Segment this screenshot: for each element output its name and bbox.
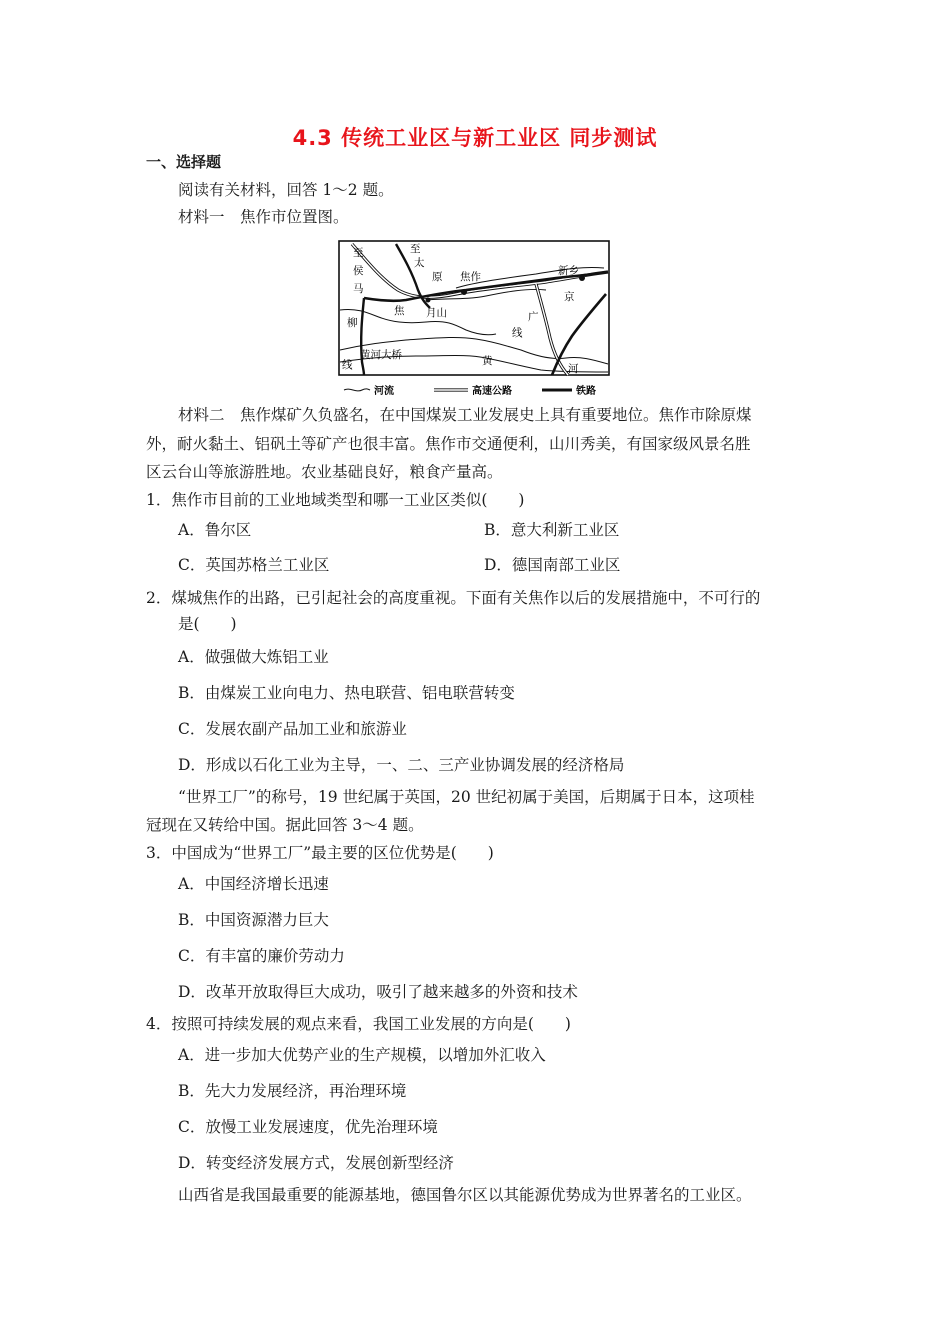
q3-stem: 3．中国成为“世界工厂”最主要的区位优势是( ) [146, 844, 494, 862]
q3-option-c[interactable]: C．有丰富的廉价劳动力 [178, 947, 345, 965]
section-heading: 一、选择题 [146, 153, 222, 171]
q2-option-a[interactable]: A．做强做大炼铝工业 [178, 648, 329, 666]
q1-option-d[interactable]: D．德国南部工业区 [484, 556, 621, 574]
map-label-guang: 广 [528, 311, 539, 323]
q1-option-b[interactable]: B．意大利新工业区 [484, 521, 620, 539]
map-label-hou: 侯 [353, 265, 364, 277]
jiaozuo-location-map [336, 238, 612, 398]
material-2-line-3: 区云台山等旅游胜地。农业基础良好，粮食产量高。 [146, 463, 503, 481]
map-label-bridge: 黄河大桥 [360, 349, 402, 361]
map-label-liu: 柳 [347, 317, 358, 329]
q1-option-a[interactable]: A．鲁尔区 [178, 521, 252, 539]
material-1-caption: 材料一 焦作市位置图。 [178, 208, 349, 226]
q2-stem-line-1: 2．煤城焦作的出路，已引起社会的高度重视。下面有关焦作以后的发展措施中，不可行的 [146, 589, 761, 607]
legend-river-label: 河流 [374, 386, 394, 397]
intro-q1-2: 阅读有关材料，回答 1～2 题。 [178, 181, 394, 199]
material-2-line-1: 材料二 焦作煤矿久负盛名，在中国煤炭工业发展史上具有重要地位。焦作市除原煤 [178, 406, 752, 424]
q3-option-d[interactable]: D．改革开放取得巨大成功，吸引了越来越多的外资和技术 [178, 983, 578, 1001]
q2-option-d[interactable]: D．形成以石化工业为主导，一、二、三产业协调发展的经济格局 [178, 756, 625, 774]
q4-option-d[interactable]: D．转变经济发展方式，发展创新型经济 [178, 1154, 454, 1172]
q4-option-a[interactable]: A．进一步加大优势产业的生产规模，以增加外汇收入 [178, 1046, 546, 1064]
q4-stem: 4．按照可持续发展的观点来看，我国工业发展的方向是( ) [146, 1015, 571, 1033]
jiaozuo-city-marker [461, 289, 467, 295]
map-label-jiaozuo: 焦作 [460, 271, 481, 283]
map-label-ma: 马 [353, 283, 364, 295]
q3-option-a[interactable]: A．中国经济增长迅速 [178, 875, 329, 893]
map-label-he: 河 [568, 363, 579, 375]
map-label-zhi2: 至 [410, 243, 421, 255]
map-label-yueshan: 月山 [426, 307, 447, 319]
map-label-yuan: 原 [432, 271, 443, 283]
intro-q3-4-line-1: “世界工厂”的称号，19 世纪属于英国，20 世纪初属于美国，后期属于日本，这项桂 [178, 788, 755, 806]
legend-railway-label: 铁路 [576, 386, 596, 397]
map-label-jing: 京 [564, 291, 575, 303]
yueshan-marker [426, 298, 431, 303]
map-label-zhi1: 至 [353, 247, 364, 259]
map-label-jiao: 焦 [394, 305, 405, 317]
legend-river-symbol [344, 389, 370, 391]
legend-highway-label: 高速公路 [472, 386, 512, 397]
xinxiang-city-marker [579, 275, 585, 281]
map-label-xinxiang: 新乡 [558, 265, 579, 277]
q4-option-c[interactable]: C．放慢工业发展速度，优先治理环境 [178, 1118, 438, 1136]
intro-q3-4-line-2: 冠现在又转给中国。据此回答 3～4 题。 [146, 816, 424, 834]
page-title: 4.3 传统工业区与新工业区 同步测试 [292, 126, 658, 150]
map-label-xian-mid: 线 [512, 327, 523, 339]
map-label-tai: 太 [414, 257, 425, 269]
q3-option-b[interactable]: B．中国资源潜力巨大 [178, 911, 329, 929]
q4-option-b[interactable]: B．先大力发展经济，再治理环境 [178, 1082, 407, 1100]
map-label-huang: 黄 [482, 355, 493, 367]
q2-option-c[interactable]: C．发展农副产品加工业和旅游业 [178, 720, 407, 738]
map-label-xian-left: 线 [342, 359, 353, 371]
q1-option-c[interactable]: C．英国苏格兰工业区 [178, 556, 330, 574]
intro-q5: 山西省是我国最重要的能源基地，德国鲁尔区以其能源优势成为世界著名的工业区。 [178, 1186, 752, 1204]
material-2-line-2: 外，耐火黏土、铝矾土等矿产也很丰富。焦作市交通便利，山川秀美，有国家级风景名胜 [146, 435, 751, 453]
q1-stem: 1．焦作市目前的工业地域类型和哪一工业区类似( ) [146, 491, 525, 509]
q2-stem-line-2: 是( ) [178, 615, 237, 633]
q2-option-b[interactable]: B．由煤炭工业向电力、热电联营、铝电联营转变 [178, 684, 515, 702]
